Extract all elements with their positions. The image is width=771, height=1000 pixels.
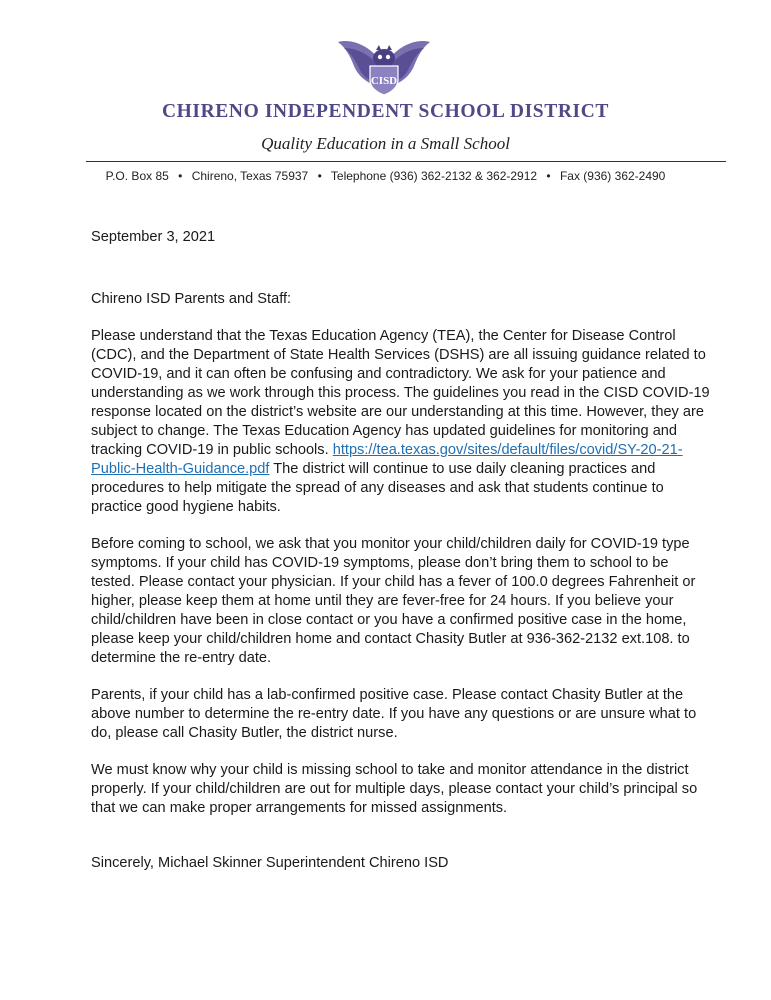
owl-logo-icon xyxy=(334,36,434,98)
paragraph-positive-case: Parents, if your child has a lab-confirmed positive case. Please contact Chasity Butler at the above number to determine the re-entry date. If you have any questions or are unsure what to do, please call Chasity Butler, the district nurse. xyxy=(91,687,697,741)
district-name: CHIRENO INDEPENDENT SCHOOL DISTRICT xyxy=(161,101,610,122)
tea-guidance-link[interactable]: https://tea.texas.gov/sites/default/files/covid/SY-20-21-Public-Health-Guidance.pdf xyxy=(91,442,683,477)
contact-fax: Fax (936) 362-2490 xyxy=(559,169,666,183)
paragraph-guidance xyxy=(91,327,716,517)
salutation: Chireno ISD Parents and Staff: xyxy=(91,291,292,307)
paragraph-symptoms: Before coming to school, we ask that you monitor your child/children daily for COVID-19 type symptoms. If your child has COVID-19 symptoms, please don’t bring them to school to be tested. Please contact your physician. If your child has a fever of 100.0 degrees Fahrenheit or higher, please keep them at home until they are fever-free for 24 hours. If you believe your child/children have been in close contact or you have a confirmed positive case in the home, please keep your child/children home and contact Chasity Butler at 936-362-2132 ext.108. to determine the re-entry date. xyxy=(91,536,696,666)
paragraph-guidance-intro: Please understand that the Texas Education Agency (TEA), the Center for Disease Control (CDC), and the Department of State Health Services (DSHS) are all issuing guidance related to COVID-19, and it can often be confusing and contradictory. We ask for your patience and understanding as we work through this process. The guidelines you read in the CISD COVID-19 response located on the district’s website are our understanding at this time. However, they are subject to change. The Texas Education Agency has updated guidelines for monitoring and tracking COVID-19 in public schools. xyxy=(91,328,710,458)
bullet-separator: • xyxy=(546,169,551,183)
paragraph-attendance: We must know why your child is missing school to take and monitor attendance in the district properly. If your child/children are out for multiple days, please contact your child’s principal so that we can make proper arrangements for missed assignments. xyxy=(91,762,698,816)
closing-signature: Sincerely, Michael Skinner Superintendent Chireno ISD xyxy=(91,855,449,871)
contact-address: P.O. Box 85 xyxy=(105,169,169,183)
bullet-separator: • xyxy=(317,169,322,183)
contact-city: Chireno, Texas 75937 xyxy=(191,169,309,183)
letter-date: September 3, 2021 xyxy=(91,229,216,245)
logo-lettering: CISD xyxy=(370,75,398,87)
contact-line xyxy=(0,169,771,183)
paragraph-guidance-outro: The district will continue to use daily cleaning practices and procedures to help mitigate the spread of any diseases and ask that students continue to practice good hygiene habits. xyxy=(91,461,664,515)
letter-body xyxy=(91,228,716,873)
bullet-separator: • xyxy=(178,169,183,183)
tagline: Quality Education in a Small School xyxy=(261,134,510,153)
letterhead xyxy=(0,0,771,190)
contact-telephone: Telephone (936) 362-2132 & 362-2912 xyxy=(330,169,538,183)
header-divider xyxy=(86,161,726,162)
